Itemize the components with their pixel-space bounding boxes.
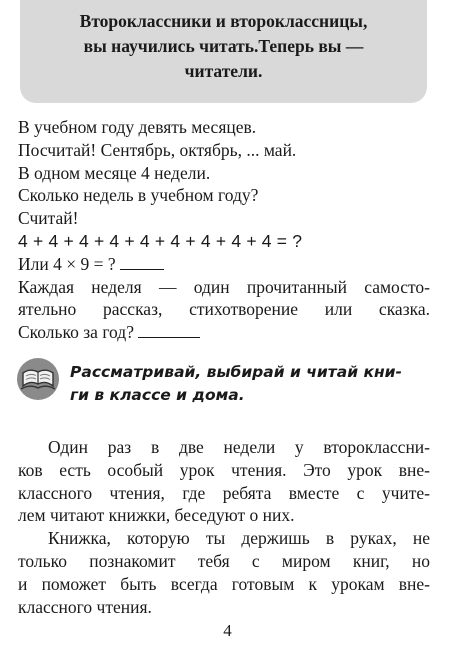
para-line: ков есть особый урок чтения. Это урок вне- xyxy=(18,459,430,480)
para-line: только познакомит тебя с миром книг, но xyxy=(18,550,430,571)
task-line: Посчитай! Сентябрь, октябрь, ... май. xyxy=(18,139,297,160)
para-line: и поможет быть всегда готовым к урокам вне- xyxy=(18,573,430,594)
question-line xyxy=(18,321,430,344)
header-line: вы научились читать.Теперь вы — xyxy=(83,36,364,56)
math-product-line xyxy=(18,253,430,276)
task-line: Считай! xyxy=(18,208,79,229)
math-sum-line: 4 + 4 + 4 + 4 + 4 + 4 + 4 + 4 + 4 = ? xyxy=(18,230,303,251)
para-line: Один раз в две недели у второклассни- xyxy=(48,437,430,457)
tip-line: Рассматривай, выбирай и читай кни- xyxy=(70,363,402,381)
para-line: классного чтения. xyxy=(18,596,152,617)
para-line: Книжка, которую ты держишь в руках, не xyxy=(48,528,430,549)
book-icon xyxy=(16,357,60,401)
answer-blank xyxy=(138,323,200,338)
tip-line: ги в классе и дома. xyxy=(70,386,245,404)
year-question: Сколько за год? xyxy=(18,322,134,343)
task-line: В учебном году девять месяцев. xyxy=(18,117,257,137)
task-line: В одном месяце 4 недели. xyxy=(18,162,211,183)
task-text xyxy=(18,116,430,344)
reading-tip xyxy=(70,361,432,407)
header-title xyxy=(30,9,417,84)
answer-blank xyxy=(120,255,164,270)
task-line: ятельно рассказ, стихотворение или сказка. xyxy=(18,299,430,320)
task-line: Каждая неделя — один прочитанный самосто- xyxy=(18,276,430,297)
page-number: 4 xyxy=(223,621,232,640)
header-line: читатели. xyxy=(184,61,263,81)
header-line: Второклассники и второклассницы, xyxy=(79,11,368,31)
task-line: Сколько недель в учебном году? xyxy=(18,185,259,206)
paragraph-text xyxy=(18,436,430,618)
product-question: Или 4 × 9 = ? xyxy=(18,253,116,274)
para-line: лем читают книжки, беседуют о них. xyxy=(18,505,295,526)
para-line: классного чтения, где ребята вместе с учите- xyxy=(18,482,430,503)
